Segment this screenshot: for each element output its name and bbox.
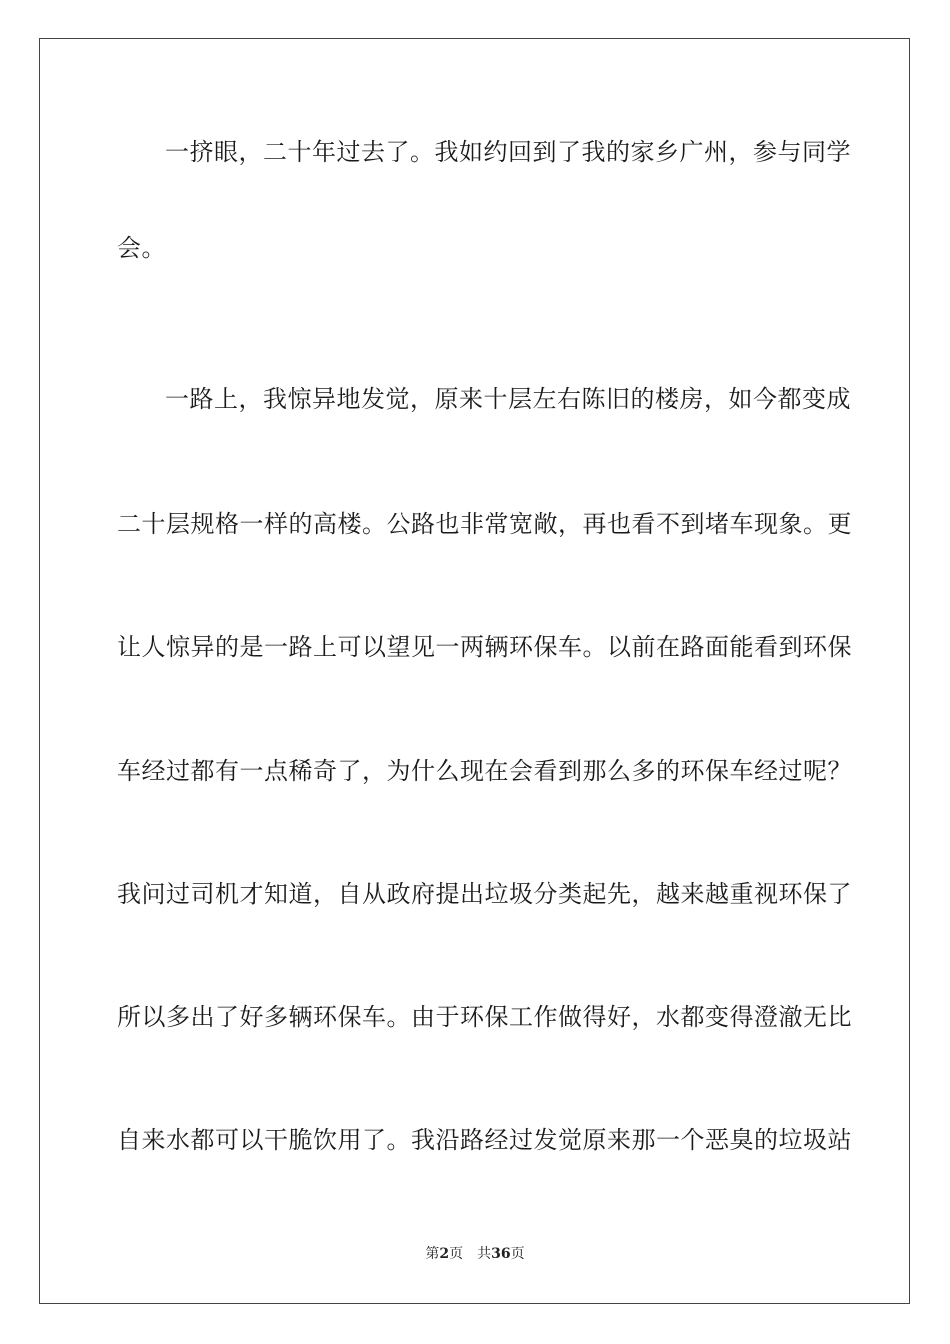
total-suffix: 页 — [510, 1246, 525, 1262]
paragraph-2-line-7: 自来水都可以干脆饮用了。我沿路经过发觉原来那一个恶臭的垃圾站 — [117, 1126, 852, 1154]
current-page-number: 2 — [439, 1246, 450, 1262]
page-prefix: 第 — [425, 1246, 440, 1262]
page-footer — [0, 1245, 950, 1263]
page-border — [39, 38, 910, 1304]
paragraph-2-line-2: 二十层规格一样的高楼。公路也非常宽敞，再也看不到堵车现象。更 — [117, 510, 852, 538]
total-prefix: 共 — [477, 1246, 492, 1262]
paragraph-2-line-6: 所以多出了好多辆环保车。由于环保工作做得好，水都变得澄澈无比 — [117, 1003, 852, 1031]
paragraph-2-line-1: 一路上，我惊异地发觉，原来十层左右陈旧的楼房，如今都变成 — [165, 385, 851, 413]
paragraph-2-line-5: 我问过司机才知道，自从政府提出垃圾分类起先，越来越重视环保了 — [117, 880, 852, 908]
paragraph-1-line-1: 一挤眼，二十年过去了。我如约回到了我的家乡广州，参与同学 — [165, 138, 851, 166]
page-suffix: 页 — [449, 1246, 464, 1262]
total-pages-number: 36 — [491, 1246, 511, 1262]
paragraph-2-line-3: 让人惊异的是一路上可以望见一两辆环保车。以前在路面能看到环保 — [117, 633, 852, 661]
paragraph-1-line-2: 会。 — [117, 234, 166, 262]
paragraph-2-line-4: 车经过都有一点稀奇了，为什么现在会看到那么多的环保车经过呢？ — [117, 757, 852, 785]
